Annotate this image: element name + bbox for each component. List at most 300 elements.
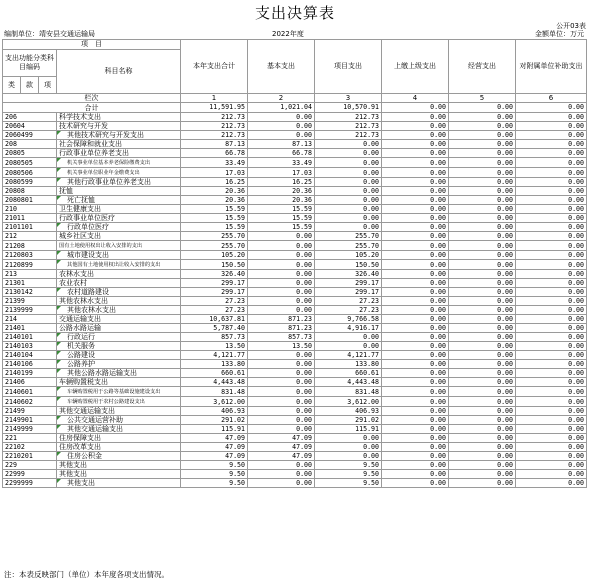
table-row — [3, 140, 587, 149]
row-value: 15.59 — [181, 214, 248, 223]
row-value: 27.23 — [315, 306, 382, 315]
row-value: 0.00 — [248, 251, 315, 260]
row-value: 0.00 — [315, 452, 382, 461]
row-value: 0.00 — [248, 351, 315, 360]
row-subject-label: 社会保障和就业支出 — [59, 140, 122, 148]
table-row — [3, 223, 587, 232]
row-value: 0.00 — [315, 178, 382, 187]
row-code: 2140601 — [3, 387, 57, 397]
row-code: 2140199 — [3, 369, 57, 378]
row-subject — [57, 461, 181, 470]
header-col-project: 项目支出 — [315, 40, 382, 94]
row-value: 0.00 — [449, 122, 516, 131]
row-value: 9.50 — [181, 479, 248, 488]
row-value: 0.00 — [248, 479, 315, 488]
row-code: 2149999 — [3, 425, 57, 434]
row-value: 0.00 — [248, 241, 315, 251]
row-subject-label: 农业农村 — [59, 279, 87, 287]
row-value: 0.00 — [382, 434, 449, 443]
row-subject — [57, 260, 181, 270]
row-value: 0.00 — [516, 360, 587, 369]
row-value: 20.36 — [181, 187, 248, 196]
header-col-subsidy: 对附属单位补助支出 — [516, 40, 587, 94]
row-value: 0.00 — [248, 270, 315, 279]
row-subject-label: 车辆购置税用于农村公路建设支出 — [67, 399, 145, 405]
table-row — [3, 461, 587, 470]
row-value: 47.09 — [248, 452, 315, 461]
row-value: 0.00 — [516, 425, 587, 434]
row-subject — [57, 387, 181, 397]
row-value: 299.17 — [315, 288, 382, 297]
row-value: 0.00 — [516, 168, 587, 178]
row-subject-label: 其他国有土地使用权出让收入安排的支出 — [67, 262, 161, 268]
row-value: 0.00 — [382, 470, 449, 479]
row-value: 0.00 — [516, 205, 587, 214]
cell-marker-icon — [57, 479, 61, 483]
header-project: 项 目 — [3, 40, 181, 50]
row-code: 21399 — [3, 297, 57, 306]
row-value: 0.00 — [382, 214, 449, 223]
row-value: 0.00 — [248, 122, 315, 131]
row-code: 2140103 — [3, 342, 57, 351]
row-value: 212.73 — [181, 131, 248, 140]
row-value: 0.00 — [516, 297, 587, 306]
cell-marker-icon — [57, 223, 61, 227]
row-value: 0.00 — [449, 241, 516, 251]
row-value: 47.09 — [248, 434, 315, 443]
row-value: 0.00 — [516, 196, 587, 205]
row-value: 17.03 — [181, 168, 248, 178]
row-value: 0.00 — [516, 178, 587, 187]
row-value: 0.00 — [315, 187, 382, 196]
row-value: 0.00 — [516, 113, 587, 122]
row-value: 15.59 — [181, 205, 248, 214]
row-subject-label: 其他交通运输支出 — [59, 407, 115, 415]
row-value: 47.09 — [181, 452, 248, 461]
table-row — [3, 149, 587, 158]
report-year: 2022年度 — [272, 30, 304, 38]
row-value: 0.00 — [516, 333, 587, 342]
row-subject-label: 其他农林水支出 — [59, 297, 108, 305]
row-value: 0.00 — [516, 131, 587, 140]
table-row — [3, 387, 587, 397]
row-value: 0.00 — [382, 251, 449, 260]
row-value: 0.00 — [315, 434, 382, 443]
row-code: 2080505 — [3, 158, 57, 168]
row-value: 0.00 — [516, 241, 587, 251]
row-code: 2130142 — [3, 288, 57, 297]
row-subject-label: 交通运输支出 — [59, 315, 101, 323]
row-subject — [57, 443, 181, 452]
table-row — [3, 232, 587, 241]
row-value: 326.40 — [315, 270, 382, 279]
row-value: 0.00 — [516, 140, 587, 149]
row-value: 0.00 — [516, 288, 587, 297]
row-code: 22999 — [3, 470, 57, 479]
row-value: 660.61 — [181, 369, 248, 378]
row-value: 0.00 — [248, 461, 315, 470]
row-value: 0.00 — [382, 178, 449, 187]
row-subject-label: 科学技术支出 — [59, 113, 101, 121]
row-value: 27.23 — [181, 297, 248, 306]
row-subject — [57, 251, 181, 260]
row-subject — [57, 378, 181, 387]
row-subject-label: 其他支出 — [59, 470, 87, 478]
row-subject-label: 住房公积金 — [67, 452, 102, 460]
row-code: 22102 — [3, 443, 57, 452]
row-subject — [57, 416, 181, 425]
row-value: 0.00 — [516, 351, 587, 360]
row-value: 0.00 — [248, 306, 315, 315]
row-value: 0.00 — [516, 251, 587, 260]
row-value: 0.00 — [449, 360, 516, 369]
row-value: 0.00 — [382, 416, 449, 425]
row-value: 299.17 — [315, 279, 382, 288]
cell-marker-icon — [57, 342, 61, 346]
row-value: 0.00 — [449, 397, 516, 407]
row-value: 0.00 — [449, 260, 516, 270]
row-value: 0.00 — [516, 461, 587, 470]
row-value: 0.00 — [449, 479, 516, 488]
row-subject — [57, 333, 181, 342]
row-subject-label: 其他公路水路运输支出 — [67, 369, 137, 377]
row-subject — [57, 178, 181, 187]
row-value: 4,443.48 — [315, 378, 382, 387]
row-value: 0.00 — [516, 149, 587, 158]
row-subject — [57, 324, 181, 333]
table-row — [3, 270, 587, 279]
row-value: 9.50 — [315, 470, 382, 479]
cell-marker-icon — [57, 369, 61, 373]
row-value: 0.00 — [516, 232, 587, 241]
row-value: 0.00 — [516, 434, 587, 443]
row-value: 0.00 — [315, 158, 382, 168]
row-value: 5,787.40 — [181, 324, 248, 333]
row-value: 0.00 — [382, 297, 449, 306]
row-subject — [57, 214, 181, 223]
row-subject — [57, 279, 181, 288]
row-code: 21301 — [3, 279, 57, 288]
row-subject — [57, 479, 181, 488]
row-value: 47.09 — [181, 434, 248, 443]
row-subject-label: 机关事业单位基本养老保险缴费支出 — [67, 160, 151, 166]
table-row — [3, 288, 587, 297]
row-value: 150.50 — [315, 260, 382, 270]
row-value: 0.00 — [382, 397, 449, 407]
row-code: 20604 — [3, 122, 57, 131]
table-row — [3, 251, 587, 260]
table-row — [3, 378, 587, 387]
row-value: 17.03 — [248, 168, 315, 178]
row-subject-label: 公路养护 — [67, 360, 95, 368]
row-value: 871.23 — [248, 324, 315, 333]
row-value: 0.00 — [449, 297, 516, 306]
row-value: 831.48 — [315, 387, 382, 397]
row-value: 4,121.77 — [315, 351, 382, 360]
row-value: 0.00 — [382, 270, 449, 279]
row-value: 105.20 — [181, 251, 248, 260]
header-func-code: 支出功能分类科目编码 — [3, 50, 57, 77]
row-value: 212.73 — [315, 122, 382, 131]
total-value: 1,021.04 — [248, 103, 315, 113]
row-value: 0.00 — [315, 140, 382, 149]
row-value: 0.00 — [449, 425, 516, 434]
row-value: 0.00 — [315, 168, 382, 178]
row-value: 9.50 — [315, 479, 382, 488]
row-value: 0.00 — [248, 288, 315, 297]
row-value: 0.00 — [382, 113, 449, 122]
row-value: 0.00 — [315, 223, 382, 232]
row-value: 0.00 — [382, 351, 449, 360]
cell-marker-icon — [57, 333, 61, 337]
row-subject — [57, 140, 181, 149]
row-value: 66.78 — [181, 149, 248, 158]
header-subject-name: 科目名称 — [57, 50, 181, 94]
row-subject — [57, 187, 181, 196]
row-code: 2139999 — [3, 306, 57, 315]
total-value: 0.00 — [449, 103, 516, 113]
col-no-2: 2 — [248, 94, 315, 103]
row-value: 87.13 — [248, 140, 315, 149]
row-value: 0.00 — [248, 416, 315, 425]
row-subject-label: 行政单位医疗 — [67, 223, 109, 231]
row-value: 4,121.77 — [181, 351, 248, 360]
table-row — [3, 241, 587, 251]
row-value: 4,443.48 — [181, 378, 248, 387]
row-value: 0.00 — [382, 279, 449, 288]
row-value: 33.49 — [181, 158, 248, 168]
header-kuan: 款 — [21, 77, 39, 94]
row-value: 406.93 — [181, 407, 248, 416]
report-meta-row — [2, 29, 586, 39]
lanci-label: 栏次 — [3, 94, 181, 103]
row-value: 10,637.81 — [181, 315, 248, 324]
row-value: 0.00 — [248, 369, 315, 378]
expenditure-table — [2, 39, 587, 488]
row-subject — [57, 342, 181, 351]
row-value: 255.70 — [315, 241, 382, 251]
row-value: 0.00 — [516, 315, 587, 324]
row-value: 47.09 — [248, 443, 315, 452]
cell-marker-icon — [57, 260, 61, 264]
compiling-unit: 编制单位：靖安县交通运输局 — [4, 30, 95, 38]
row-value: 0.00 — [248, 297, 315, 306]
row-code: 221 — [3, 434, 57, 443]
row-value: 3,612.00 — [315, 397, 382, 407]
row-code: 213 — [3, 270, 57, 279]
row-value: 0.00 — [449, 223, 516, 232]
table-row — [3, 279, 587, 288]
row-code: 229 — [3, 461, 57, 470]
row-value: 0.00 — [449, 452, 516, 461]
row-value: 0.00 — [449, 158, 516, 168]
row-value: 20.36 — [248, 196, 315, 205]
row-subject-label: 技术研究与开发 — [59, 122, 108, 130]
row-subject-label: 机关事业单位职业年金缴费支出 — [67, 170, 140, 176]
row-value: 15.59 — [248, 205, 315, 214]
row-subject-label: 行政运行 — [67, 333, 95, 341]
row-value: 0.00 — [382, 369, 449, 378]
cell-marker-icon — [57, 251, 61, 255]
header-col-basic: 基本支出 — [248, 40, 315, 94]
cell-marker-icon — [57, 416, 61, 420]
row-value: 105.20 — [315, 251, 382, 260]
row-value: 291.02 — [181, 416, 248, 425]
row-code: 2120803 — [3, 251, 57, 260]
row-value: 0.00 — [382, 324, 449, 333]
cell-marker-icon — [57, 425, 61, 429]
row-value: 0.00 — [382, 232, 449, 241]
row-value: 133.80 — [315, 360, 382, 369]
row-value: 0.00 — [449, 324, 516, 333]
row-value: 0.00 — [315, 205, 382, 214]
row-subject — [57, 425, 181, 434]
col-no-1: 1 — [181, 94, 248, 103]
row-value: 0.00 — [516, 387, 587, 397]
row-value: 299.17 — [181, 288, 248, 297]
row-value: 0.00 — [315, 443, 382, 452]
row-value: 0.00 — [449, 178, 516, 187]
row-value: 0.00 — [248, 360, 315, 369]
row-value: 133.80 — [181, 360, 248, 369]
row-subject — [57, 205, 181, 214]
row-value: 0.00 — [248, 397, 315, 407]
row-subject-label: 车辆购置税支出 — [59, 378, 108, 386]
row-value: 0.00 — [516, 223, 587, 232]
col-no-5: 5 — [449, 94, 516, 103]
row-subject — [57, 306, 181, 315]
report-title: 支出决算表 — [254, 4, 335, 22]
row-value: 0.00 — [248, 407, 315, 416]
row-value: 0.00 — [382, 360, 449, 369]
row-subject-label: 其他支出 — [67, 479, 95, 487]
row-subject — [57, 315, 181, 324]
row-subject-label: 其他行政事业单位养老支出 — [67, 178, 151, 186]
row-value: 9.50 — [181, 470, 248, 479]
table-row — [3, 158, 587, 168]
form-code: 公开03表 — [556, 22, 586, 30]
row-value: 9.50 — [315, 461, 382, 470]
header-col-upper: 上缴上级支出 — [382, 40, 449, 94]
row-code: 212 — [3, 232, 57, 241]
row-code: 2101101 — [3, 223, 57, 232]
row-value: 0.00 — [449, 470, 516, 479]
row-value: 0.00 — [449, 378, 516, 387]
row-value: 16.25 — [248, 178, 315, 187]
cell-marker-icon — [57, 168, 61, 172]
row-subject — [57, 223, 181, 232]
row-value: 0.00 — [516, 214, 587, 223]
row-value: 0.00 — [248, 113, 315, 122]
row-value: 0.00 — [449, 140, 516, 149]
row-value: 0.00 — [516, 122, 587, 131]
header-col-total: 本年支出合计 — [181, 40, 248, 94]
row-value: 0.00 — [382, 443, 449, 452]
row-value: 0.00 — [382, 140, 449, 149]
row-code: 21208 — [3, 241, 57, 251]
row-subject — [57, 297, 181, 306]
row-value: 255.70 — [181, 232, 248, 241]
row-value: 27.23 — [315, 297, 382, 306]
row-value: 0.00 — [449, 251, 516, 260]
row-code: 208 — [3, 140, 57, 149]
row-code: 21011 — [3, 214, 57, 223]
row-value: 0.00 — [315, 214, 382, 223]
row-value: 0.00 — [516, 416, 587, 425]
header-row-1 — [3, 40, 587, 50]
table-row — [3, 342, 587, 351]
total-value: 11,591.95 — [181, 103, 248, 113]
row-value: 27.23 — [181, 306, 248, 315]
row-value: 0.00 — [516, 158, 587, 168]
row-subject — [57, 351, 181, 360]
row-value: 0.00 — [382, 149, 449, 158]
table-row — [3, 324, 587, 333]
footnote: 注：本表反映部门（单位）本年度各项支出情况。 — [4, 570, 169, 579]
row-value: 9,766.58 — [315, 315, 382, 324]
row-subject-label: 城市建设支出 — [67, 251, 109, 259]
row-subject — [57, 122, 181, 131]
cell-marker-icon — [57, 306, 61, 310]
row-value: 0.00 — [382, 342, 449, 351]
cell-marker-icon — [57, 397, 61, 401]
row-value: 0.00 — [449, 214, 516, 223]
row-value: 0.00 — [449, 131, 516, 140]
row-value: 291.02 — [315, 416, 382, 425]
row-value: 212.73 — [315, 113, 382, 122]
row-value: 0.00 — [382, 196, 449, 205]
row-subject — [57, 168, 181, 178]
row-value: 0.00 — [382, 168, 449, 178]
row-subject — [57, 270, 181, 279]
table-row — [3, 360, 587, 369]
row-subject-label: 公路建设 — [67, 351, 95, 359]
row-value: 0.00 — [516, 324, 587, 333]
row-subject — [57, 196, 181, 205]
row-value: 0.00 — [449, 369, 516, 378]
row-value: 0.00 — [248, 387, 315, 397]
row-value: 0.00 — [315, 333, 382, 342]
row-value: 0.00 — [382, 407, 449, 416]
table-row — [3, 479, 587, 488]
table-row — [3, 214, 587, 223]
row-value: 0.00 — [382, 158, 449, 168]
table-row — [3, 470, 587, 479]
cell-marker-icon — [57, 452, 61, 456]
row-value: 0.00 — [449, 113, 516, 122]
row-value: 0.00 — [248, 470, 315, 479]
row-code: 2140101 — [3, 333, 57, 342]
row-value: 15.59 — [248, 214, 315, 223]
row-value: 0.00 — [382, 479, 449, 488]
row-value: 255.70 — [181, 241, 248, 251]
row-value: 0.00 — [248, 232, 315, 241]
row-value: 115.91 — [315, 425, 382, 434]
row-value: 212.73 — [181, 122, 248, 131]
row-value: 0.00 — [449, 434, 516, 443]
row-subject-label: 其他支出 — [59, 461, 87, 469]
table-row — [3, 306, 587, 315]
row-value: 0.00 — [516, 279, 587, 288]
row-value: 0.00 — [315, 149, 382, 158]
col-no-6: 6 — [516, 94, 587, 103]
row-value: 0.00 — [449, 461, 516, 470]
row-code: 2080599 — [3, 178, 57, 187]
header-lei: 类 — [3, 77, 21, 94]
row-value: 255.70 — [315, 232, 382, 241]
row-value: 0.00 — [449, 288, 516, 297]
cell-marker-icon — [57, 351, 61, 355]
